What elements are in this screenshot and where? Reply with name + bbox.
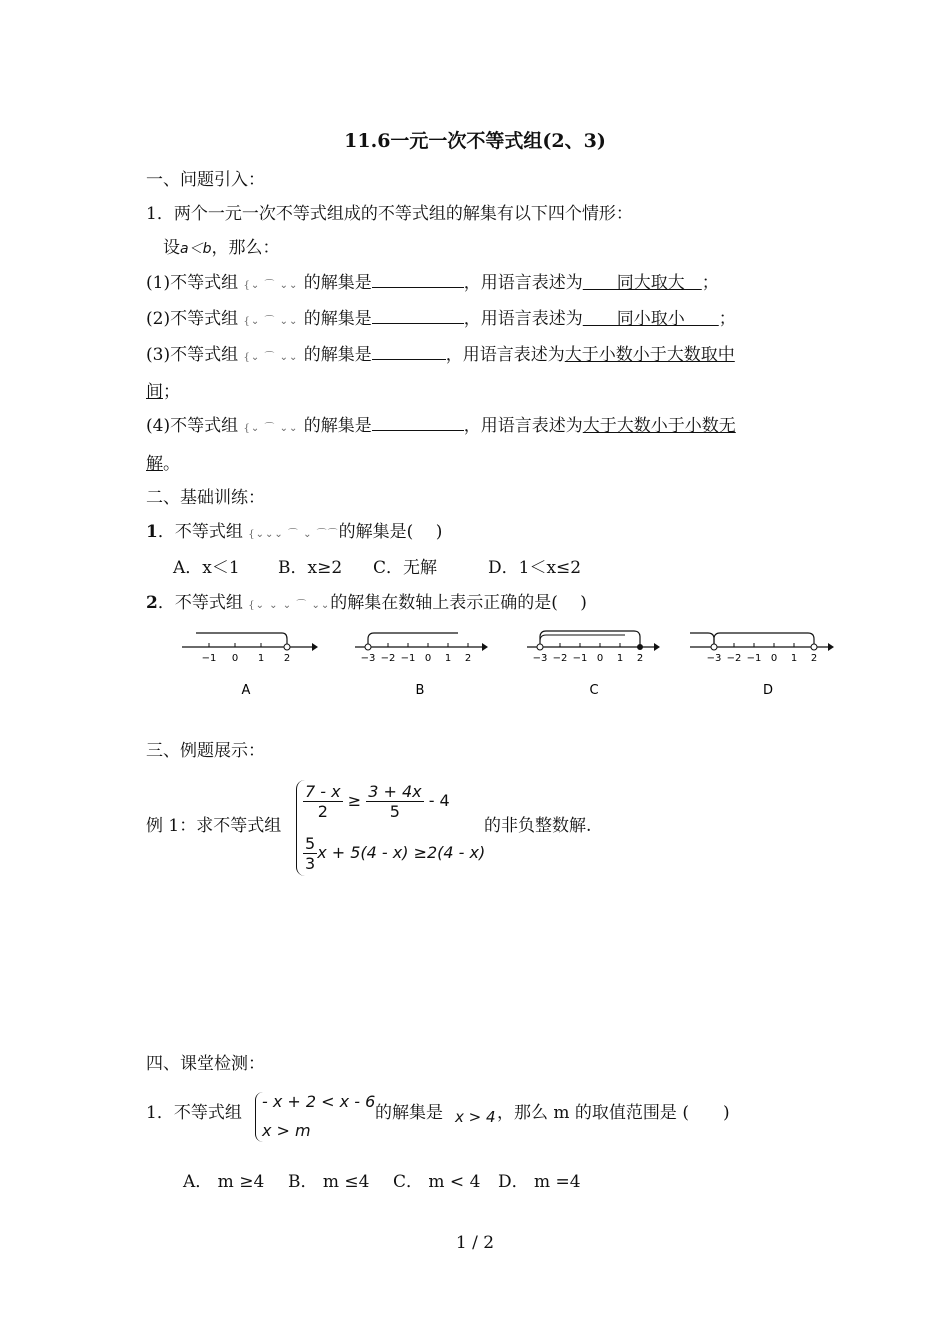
number-line-d[interactable] — [690, 633, 834, 698]
let-prefix: 设 — [163, 238, 180, 258]
check-question-mid: 的解集是 — [375, 1103, 443, 1123]
option-b[interactable]: B．x≥2 — [278, 558, 343, 578]
example-suffix: 的非负整数解. — [484, 816, 592, 836]
case-after: ，用语言表述为 — [445, 345, 565, 365]
ineq-symbol: ≥ — [347, 791, 362, 810]
tick-label: 2 — [283, 653, 291, 664]
case-2 — [146, 304, 736, 329]
case-mid: 的解集是 — [303, 273, 372, 293]
example-prefix: 例 1：求不等式组 — [146, 816, 282, 836]
check-option-b[interactable]: B． m ≤4 — [288, 1172, 370, 1192]
question-text: 的解集是( ) — [338, 522, 443, 542]
section2-heading: 二、基础训练： — [146, 488, 265, 508]
let-suffix: ，那么： — [211, 238, 280, 258]
case-label: (2)不等式组 — [146, 309, 239, 329]
system-line-1: - x + 2 < x - 6 — [262, 1092, 376, 1111]
case-after: ，用语言表述为 — [463, 309, 583, 329]
case-3-continued — [146, 377, 180, 402]
case-3 — [146, 340, 735, 365]
option-label-d: D — [762, 683, 774, 698]
case-after: ，用语言表述为 — [463, 273, 583, 293]
ineq-tail: - 4 — [428, 791, 450, 810]
option-d[interactable]: D．1＜x≤2 — [488, 558, 582, 578]
tick-label: −1 — [201, 653, 217, 664]
example-inequality-1 — [303, 782, 450, 821]
tick-label: 1 — [790, 653, 798, 664]
frac-denominator: 2 — [317, 802, 328, 821]
tick-label: −3 — [532, 653, 548, 664]
training-question-1 — [146, 517, 442, 542]
tick-label: −1 — [400, 653, 416, 664]
question-text: ．不等式组 — [157, 522, 243, 542]
case-answer: 同小取小 — [582, 309, 719, 329]
case-mid: 的解集是 — [303, 309, 372, 329]
page-number: 1 / 2 — [455, 1233, 495, 1253]
frac-denominator: 5 — [389, 802, 400, 821]
section4-heading: 四、课堂检测： — [146, 1054, 265, 1074]
frac-numerator: 7 - x — [305, 782, 341, 801]
tick-label: −3 — [706, 653, 722, 664]
example-inequality-2 — [303, 834, 485, 873]
check-question-suffix: ，那么 m 的取值范围是 ( ) — [497, 1103, 730, 1123]
case-answer: 大于小数小于大数取中 — [564, 345, 735, 365]
tick-label: −2 — [552, 653, 568, 664]
check-option-c[interactable]: C． m < 4 — [393, 1172, 481, 1192]
option-label-a: A — [241, 683, 251, 698]
case-4 — [146, 411, 736, 436]
system-placeholder-icon: {⌄ ⌒ ⌄⌄ — [243, 280, 299, 291]
ineq-rest: x + 5(4 - x) ≥2(4 - x) — [317, 843, 486, 862]
frac-numerator: 5 — [305, 834, 316, 853]
system-line-2: x > m — [262, 1121, 311, 1140]
training-question-2 — [146, 588, 587, 613]
case-tail: ； — [163, 382, 180, 402]
system-placeholder-icon: {⌄ ⌒ ⌄⌄ — [243, 316, 299, 327]
case-mid: 的解集是 — [303, 416, 372, 436]
section1-heading: 一、问题引入： — [146, 170, 265, 190]
case-tail: ； — [701, 273, 719, 293]
case-mid: 的解集是 — [303, 345, 372, 365]
tick-label: −2 — [726, 653, 742, 664]
tick-label: 0 — [596, 653, 604, 664]
case-answer-cont: 间 — [146, 382, 163, 402]
case-after: ，用语言表述为 — [463, 416, 583, 436]
tick-label: −2 — [380, 653, 396, 664]
check-option-d[interactable]: D． m =4 — [498, 1172, 581, 1192]
option-label-c: C — [589, 683, 599, 698]
tick-label: 1 — [257, 653, 265, 664]
answer-blank[interactable] — [372, 309, 464, 324]
number-line-c[interactable] — [527, 631, 660, 698]
frac-denominator: 3 — [305, 854, 316, 873]
check-question-prefix: 1．不等式组 — [146, 1103, 242, 1123]
number-line-b[interactable] — [355, 633, 488, 698]
tick-label: 1 — [444, 653, 452, 664]
page-title: 11.6一元一次不等式组(2、3) — [344, 130, 606, 152]
system-placeholder-icon: {⌄ ⌒ ⌄⌄ — [243, 352, 299, 363]
answer-blank[interactable] — [372, 345, 446, 360]
case-answer: 同大取大 — [582, 273, 702, 293]
question-text: ．不等式组 — [157, 593, 243, 613]
answer-blank[interactable] — [372, 416, 464, 431]
tick-label: 2 — [636, 653, 644, 664]
tick-label: 2 — [810, 653, 818, 664]
number-line-figures — [0, 625, 950, 705]
section1-question: 1．两个一元一次不等式组成的不等式组的解集有以下四个情形： — [146, 204, 633, 224]
tick-label: 0 — [231, 653, 239, 664]
case-label: (4)不等式组 — [146, 416, 239, 436]
frac-numerator: 3 + 4x — [368, 782, 422, 801]
case-label: (1)不等式组 — [146, 273, 239, 293]
system-placeholder-icon: {⌄⌄⌄ ⌒ ⌄ ⌒⌒ — [248, 529, 339, 540]
tick-label: −1 — [572, 653, 588, 664]
case-tail: ； — [718, 309, 736, 329]
case-label: (3)不等式组 — [146, 345, 239, 365]
let-line — [163, 233, 279, 258]
case-answer-cont: 解 — [146, 454, 163, 474]
question-text: 的解集在数轴上表示正确的是( ) — [330, 593, 587, 613]
option-c[interactable]: C．无解 — [373, 558, 438, 578]
let-math: a＜b — [180, 241, 212, 257]
tick-label: 2 — [464, 653, 472, 664]
tick-label: 0 — [770, 653, 778, 664]
case-4-continued — [146, 449, 180, 474]
number-line-a[interactable] — [182, 633, 318, 698]
answer-blank[interactable] — [372, 273, 464, 288]
system-placeholder-icon: {⌄ ⌒ ⌄⌄ — [243, 423, 299, 434]
tick-label: −3 — [360, 653, 376, 664]
tick-label: 0 — [424, 653, 432, 664]
solution-set: x > 4 — [455, 1108, 496, 1126]
section3-heading: 三、例题展示： — [146, 741, 265, 761]
question-number: 2 — [146, 593, 158, 613]
question-number: 1 — [146, 522, 158, 542]
option-a[interactable]: A．x＜1 — [173, 558, 240, 578]
system-placeholder-icon: {⌄ ⌄ ⌄ ⌒ ⌄⌄ — [248, 600, 331, 611]
check-option-a[interactable]: A． m ≥4 — [183, 1172, 265, 1192]
case-answer: 大于大数小于小数无 — [582, 416, 736, 436]
tick-label: −1 — [746, 653, 762, 664]
case-tail: 。 — [163, 454, 180, 474]
tick-label: 1 — [616, 653, 624, 664]
case-1 — [146, 268, 719, 293]
option-label-b: B — [415, 683, 425, 698]
